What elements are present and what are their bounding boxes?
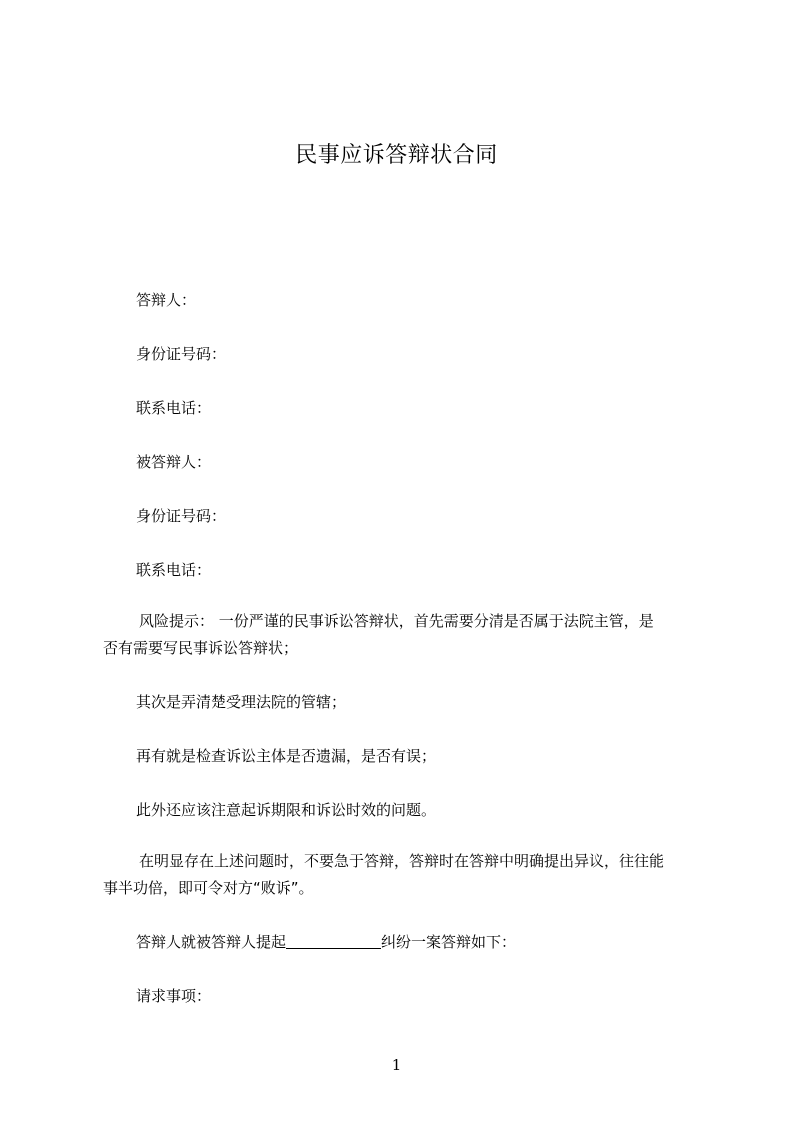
risk-point-limitation: 此外还应该注意起诉期限和诉讼时效的问题。 <box>136 801 437 819</box>
advice-line-2: 事半功倍，即可令对方“败诉”。 <box>103 879 314 897</box>
risk-point-jurisdiction: 其次是弄清楚受理法院的管辖； <box>136 693 347 711</box>
risk-warning-line-1: 风险提示： 一份严谨的民事诉讼答辩状，首先需要分清是否属于法院主管，是 <box>139 612 654 630</box>
respondent-phone-label: 联系电话： <box>136 399 212 417</box>
advice-line-1: 在明显存在上述问题时，不要急于答辩，答辩时在答辩中明确提出异议，往往能 <box>139 852 665 870</box>
defense-statement <box>103 929 736 955</box>
respondent-id-label: 身份证号码： <box>136 345 227 363</box>
claims-label: 请求事项： <box>136 987 212 1005</box>
claimant-phone-label: 联系电话： <box>136 561 212 579</box>
page-number: 1 <box>391 1056 402 1074</box>
risk-point-parties: 再有就是检查诉讼主体是否遗漏，是否有误； <box>136 747 437 765</box>
risk-warning-line-2: 否有需要写民事诉讼答辩状； <box>103 639 299 657</box>
defense-statement-after: 纠纷一案答辩如下： <box>381 933 517 951</box>
claimant-label: 被答辩人： <box>136 453 212 471</box>
respondent-label: 答辩人： <box>136 291 197 309</box>
dispute-blank <box>286 932 381 949</box>
defense-statement-before: 答辩人就被答辩人提起 <box>136 933 287 951</box>
claimant-id-label: 身份证号码： <box>136 507 227 525</box>
document-title: 民事应诉答辩状合同 <box>295 143 498 168</box>
